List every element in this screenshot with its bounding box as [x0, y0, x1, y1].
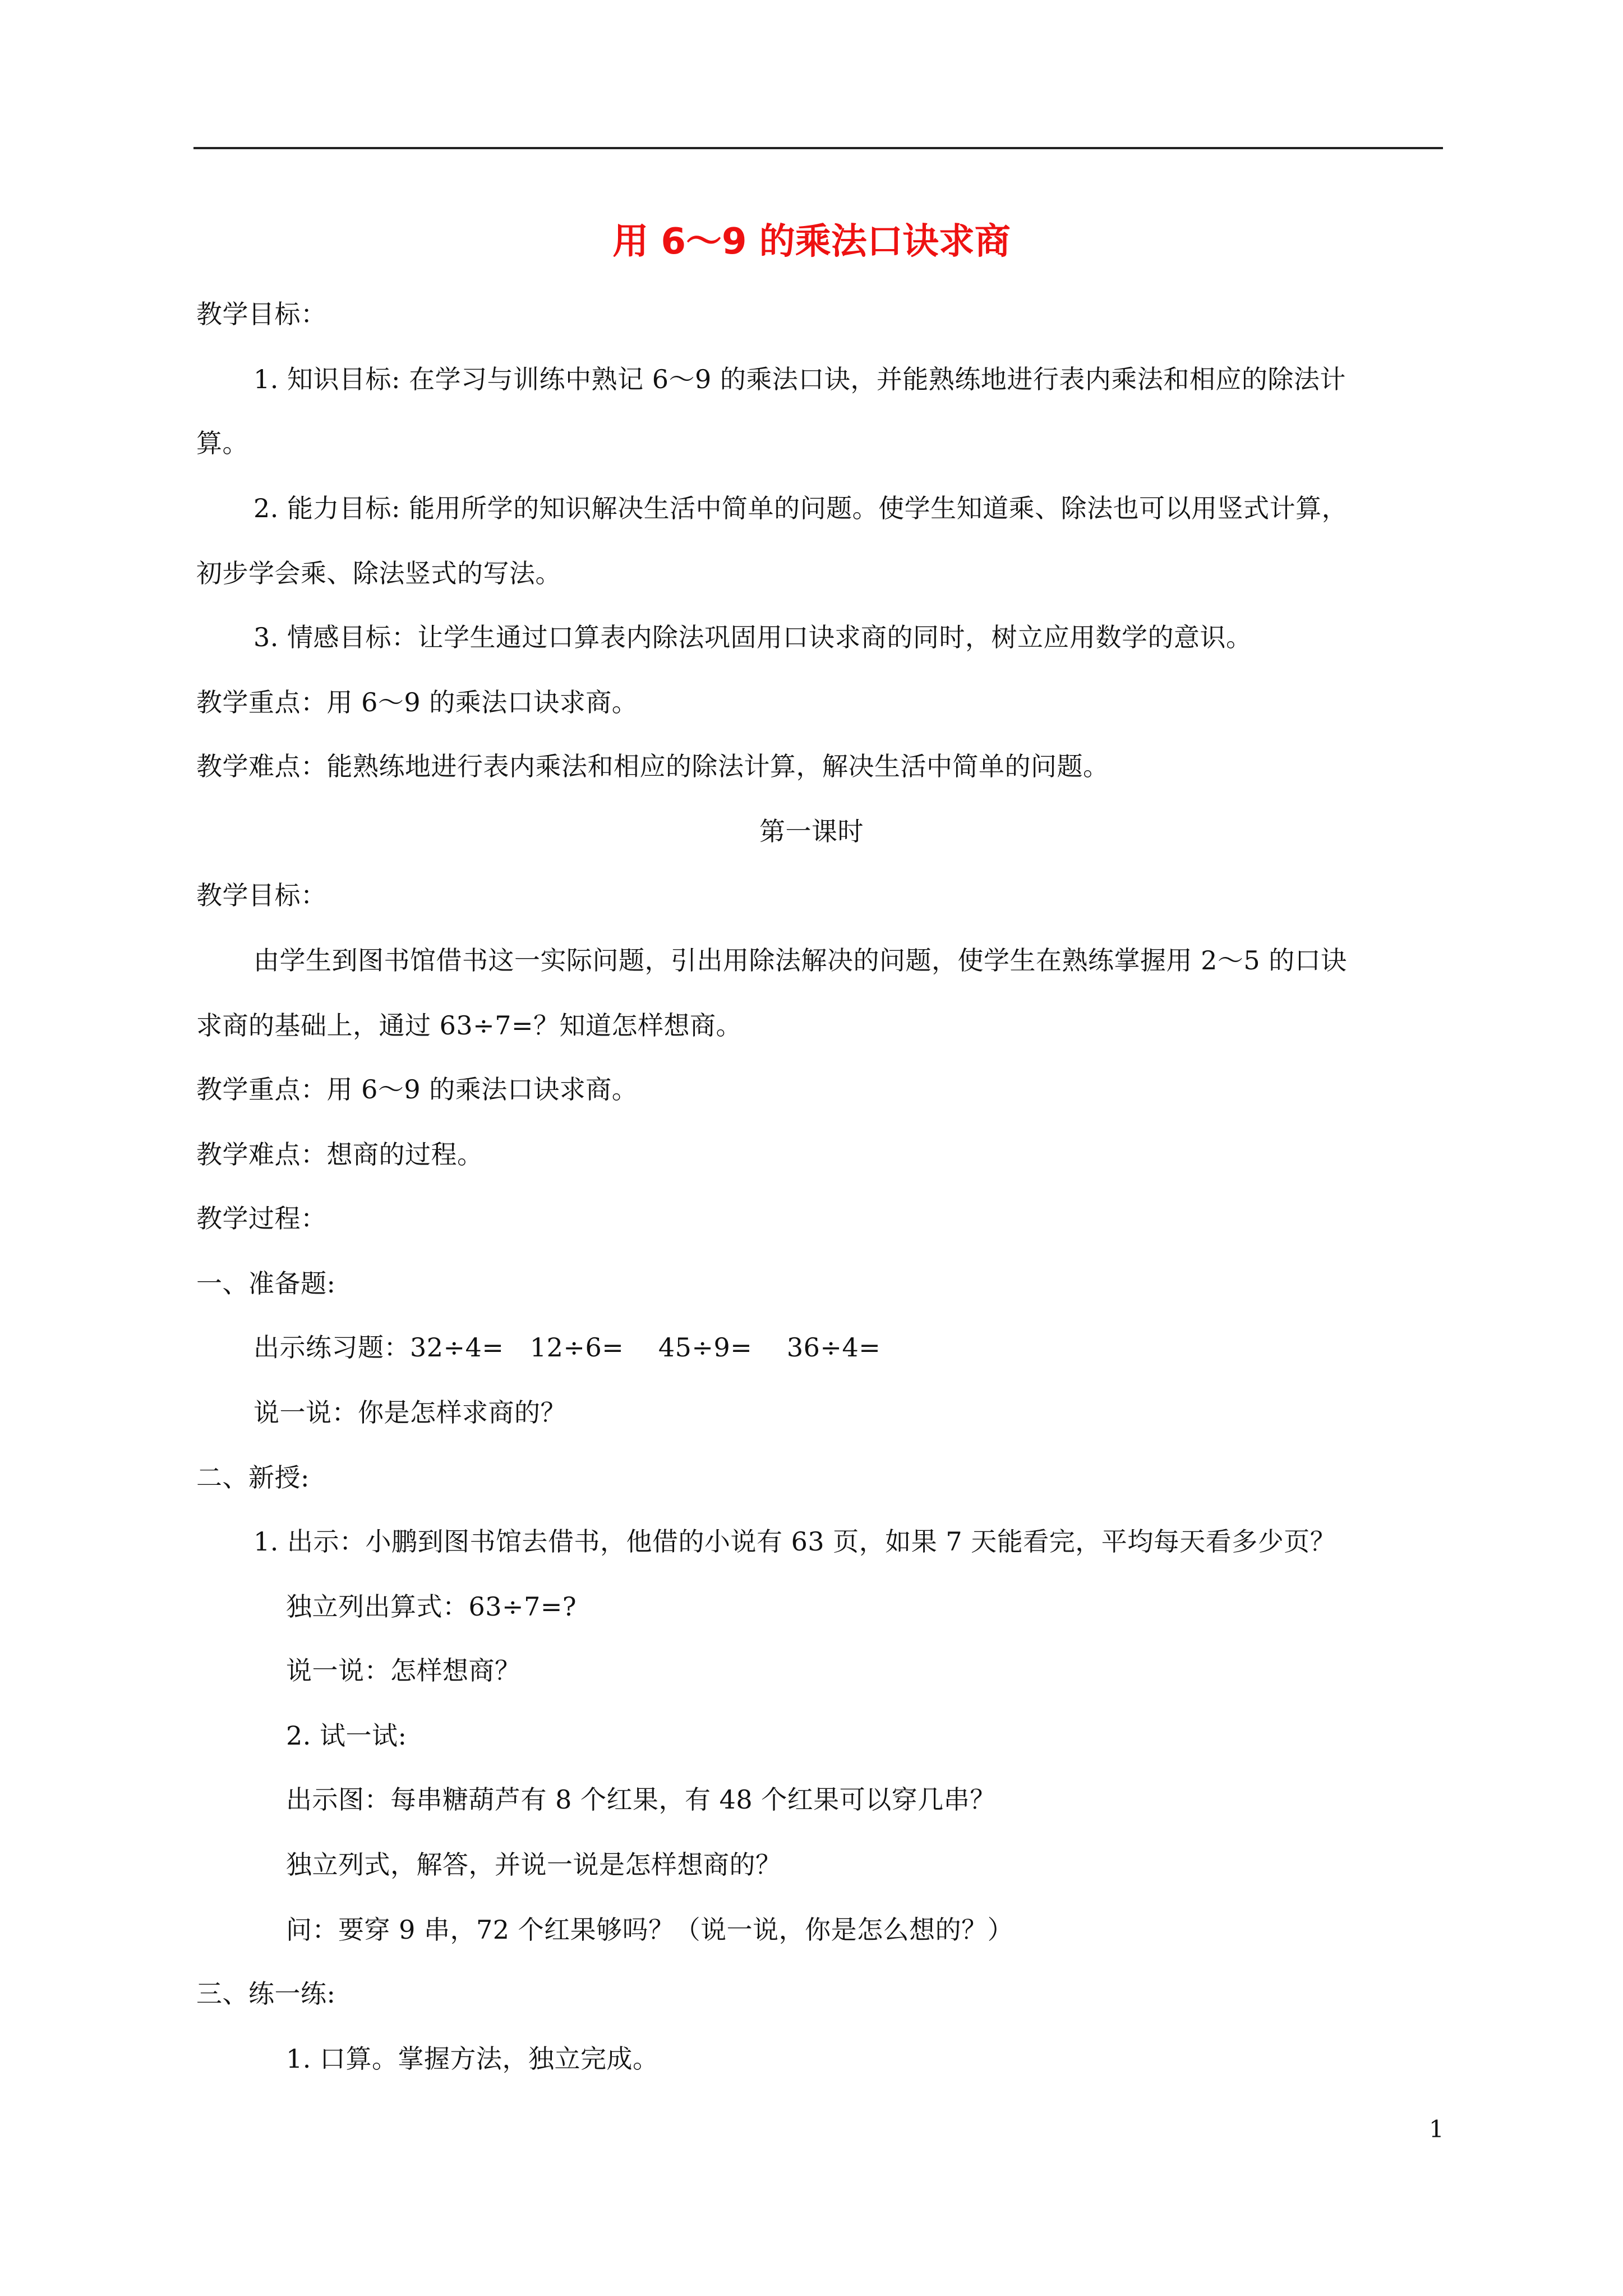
section-new-lesson: 二、新授:: [196, 1462, 310, 1493]
try-it-problem: 出示图：每串糖葫芦有 8 个红果，有 48 个红果可以穿几串？: [286, 1784, 996, 1815]
practice-item-1: 1. 口算。掌握方法，独立完成。: [286, 2044, 659, 2074]
emotion-goal: 3. 情感目标：让学生通过口算表内除法巩固用口诀求商的同时，树立应用数学的意识。: [253, 622, 1252, 652]
knowledge-goal-line-2: 算。: [196, 428, 248, 458]
teaching-process-heading: 教学过程：: [196, 1203, 327, 1234]
ability-goal-line-2: 初步学会乘、除法竖式的写法。: [196, 558, 561, 588]
lesson-goals-heading: 教学目标：: [196, 880, 327, 910]
lesson-goal-line-1: 由学生到图书馆借书这一实际问题，引出用除法解决的问题，使学生在熟练掌握用 2～5 的口诀: [253, 945, 1347, 976]
document-title: 用 6～9 的乘法口诀求商: [612, 221, 1011, 263]
ability-goal-line-1: 2. 能力目标: 能用所学的知识解决生活中简单的问题。使学生知道乘、除法也可以用竖式计算，: [253, 493, 1348, 523]
section-practice: 三、练一练:: [196, 1978, 336, 2009]
teaching-key-point: 教学重点：用 6～9 的乘法口诀求商。: [196, 687, 638, 717]
try-it-heading: 2. 试一试:: [286, 1720, 407, 1751]
lesson-key-point: 教学重点：用 6～9 的乘法口诀求商。: [196, 1074, 638, 1105]
heading-teaching-goals: 教学目标：: [196, 299, 327, 329]
lesson-heading: 第一课时: [759, 816, 864, 846]
practice-exercises: 出示练习题：32÷4= 12÷6= 45÷9= 36÷4=: [253, 1332, 881, 1363]
lesson-goal-line-2: 求商的基础上，通过 63÷7=？知道怎样想商。: [196, 1010, 743, 1041]
teaching-difficulty: 教学难点：能熟练地进行表内乘法和相应的除法计算，解决生活中简单的问题。: [196, 751, 1109, 781]
problem-1-statement: 1. 出示：小鹏到图书馆去借书，他借的小说有 63 页，如果 7 天能看完，平均每天看多少页？: [253, 1526, 1336, 1557]
try-it-instructions: 独立列式，解答，并说一说是怎样想商的？: [286, 1849, 782, 1880]
page-number: 1: [1429, 2115, 1444, 2143]
try-it-question: 问：要穿 9 串，72 个红果够吗？（说一说，你是怎么想的？）: [286, 1915, 1014, 1945]
knowledge-goal-line-1: 1. 知识目标: 在学习与训练中熟记 6～9 的乘法口诀，并能熟练地进行表内乘法和相应的除法计: [253, 364, 1346, 394]
discussion-prompt-1: 说一说：你是怎样求商的？: [253, 1397, 566, 1428]
header-rule: [193, 147, 1443, 149]
lesson-difficulty: 教学难点：想商的过程。: [196, 1139, 483, 1170]
section-preparation: 一、准备题:: [196, 1268, 336, 1299]
problem-1-discussion: 说一说：怎样想商？: [286, 1655, 521, 1686]
problem-1-equation: 独立列出算式：63÷7=?: [286, 1591, 577, 1622]
